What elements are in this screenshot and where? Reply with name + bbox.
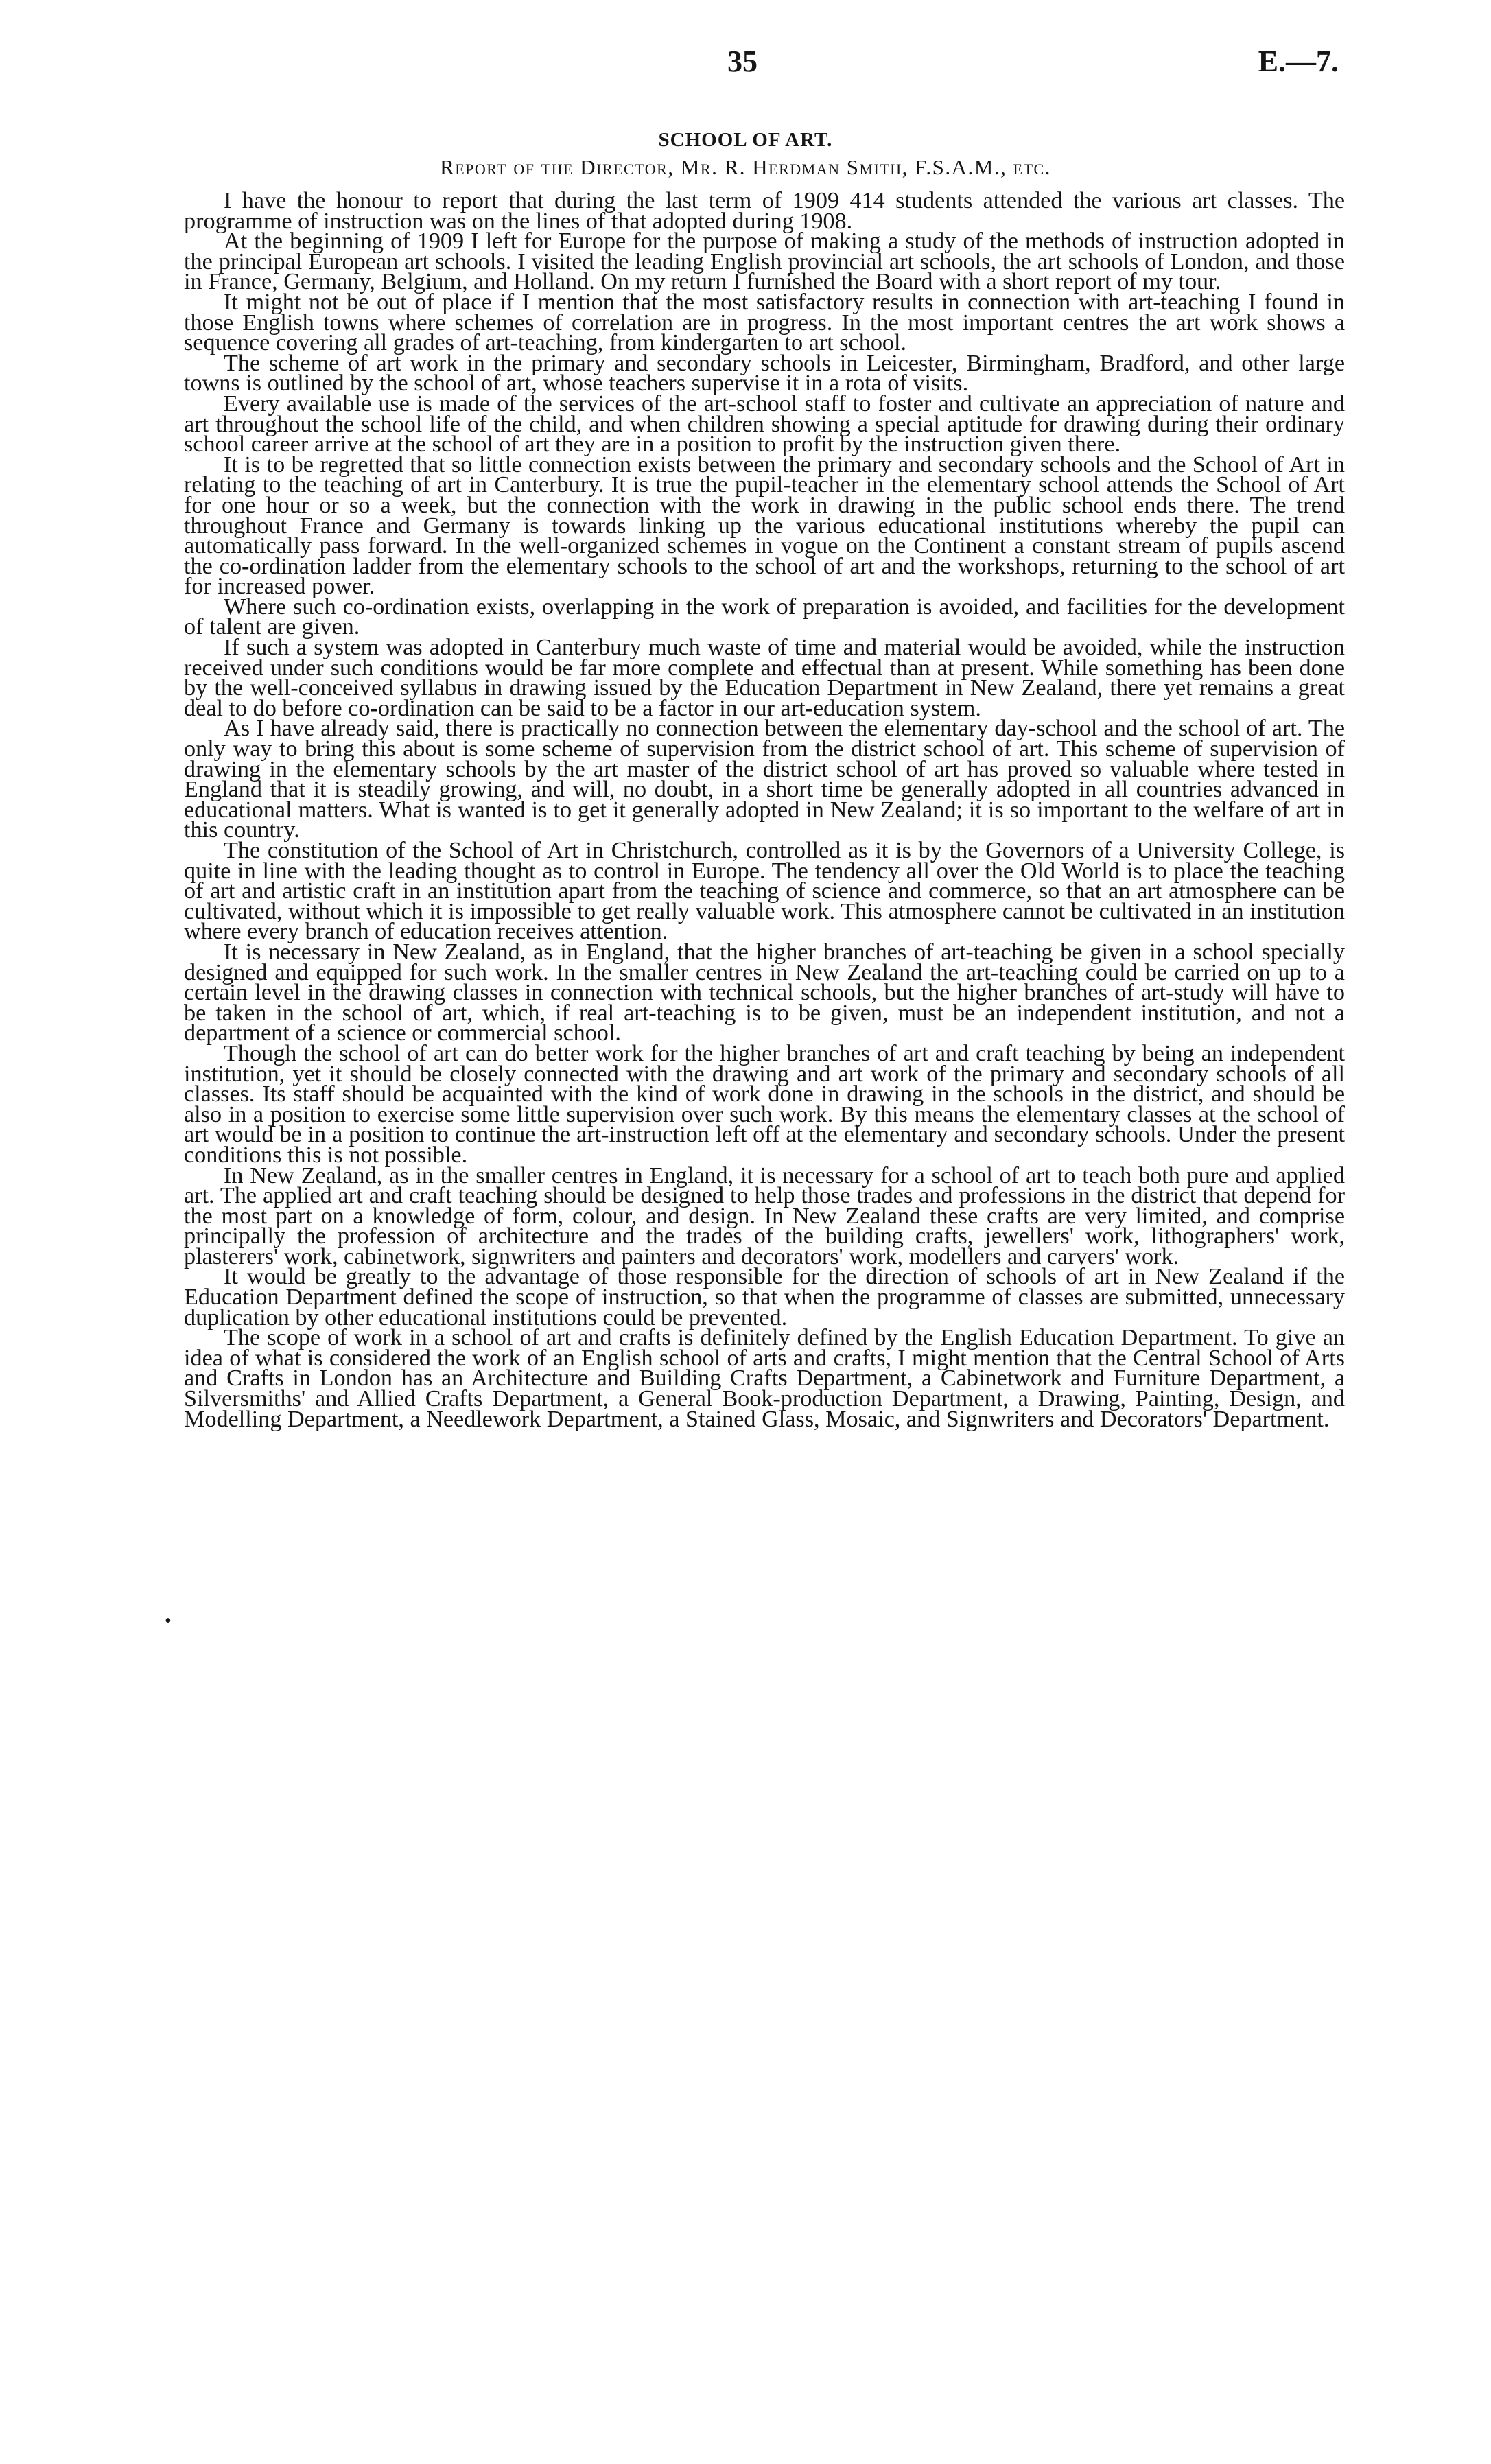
paragraph: It would be greatly to the advantage of those responsible for the direction of schools of art in New Zealand if the Education Department defined the scope of instruction, so that when the programme of classes are submitted, unnecessary duplication by other educational institutions could be prevented. bbox=[184, 1264, 1345, 1330]
paragraph: It might not be out of place if I mention that the most satisfactory results in connection with art-teaching I found in those English towns where schemes of correlation are in progress. In the most important centres the art work shows a sequence covering all grades of art-teaching, from kindergarten to art school. bbox=[184, 289, 1345, 356]
paragraph: The constitution of the School of Art in Christchurch, controlled as it is by the Governors of a University College, is quite in line with the leading thought as to control in Europe. The tendency all over the Old World is to place the teaching of art and artistic craft in an institution apart from the teaching of science and commerce, so that an art atmosphere can be cultivated, without which it is impossible to get really valuable work. This atmosphere cannot be cultivated in an institution where every branch of education receives attention. bbox=[184, 838, 1345, 945]
paragraph: Every available use is made of the services of the art-school staff to foster and cultivate an appreciation of nature and art throughout the school life of the child, and when children showing a special aptitude for drawing during their ordinary school career arrive at the school of art they are in a position to profit by the instruction given there. bbox=[184, 390, 1345, 458]
margin-bullet: • bbox=[165, 1610, 172, 1632]
paragraph: It is to be regretted that so little connection exists between the primary and secondary schools and the School of Art in relating to the teaching of art in Canterbury. It is true the pupil-teacher in the elementary school attends the School of Art for one hour or so a week, but the connection with the work in drawing in the public school ends there. The trend throughout France and Germany is towards linking up the various educational institutions whereby the pupil can automatically pass forward. In the well-organized schemes in vogue on the Continent a constant stream of pupils ascend the co-ordination ladder from the elementary schools to the school of art and the workshops, returning to the school of art for increased power. bbox=[184, 451, 1345, 600]
paragraph: In New Zealand, as in the smaller centres in England, it is necessary for a school of art to teach both pure and applied art. The applied art and craft teaching should be designed to help those trades and professions in the district that depend for the most part on a knowledge of form, colour, and design. In New Zealand these crafts are very limited, and comprise principally the profession of architecture and the trades of the building crafts, jewellers' work, lithographers' work, plasterers' work, cabinetwork, signwriters and painters and decorators' work, modellers and carvers' work. bbox=[184, 1162, 1345, 1269]
paragraph: As I have already said, there is practically no connection between the elementary day-school and the school of art. The only way to bring this about is some scheme of supervision from the district school of art. This scheme of supervision of drawing in the elementary schools by the art master of the district school of art has proved so valuable where tested in England that it is steadily growing, and will, no doubt, in a short time be generally adopted in all countries advanced in educational matters. What is wanted is to get it generally adopted in New Zealand; it is so important to the welfare of art in this country. bbox=[184, 716, 1345, 843]
paragraph: If such a system was adopted in Canterbury much waste of time and material would be avoided, while the instruction received under such conditions would be far more complete and effectual than at present. While something has been done by the well-conceived syllabus in drawing issued by the Education Department in New Zealand, there yet remains a great deal to do before co-ordination can be said to be a factor in our art-education system. bbox=[184, 635, 1345, 721]
paragraph: It is necessary in New Zealand, as in England, that the higher branches of art-teaching be given in a school specially designed and equipped for such work. In the smaller centres in New Zealand the art-teaching could be carried on up to a certain level in the drawing classes in connection with technical schools, but the higher branches of art-study will have to be taken in the school of art, which, if real art-teaching is to be given, must be an independent institution, and not a department of a science or commercial school. bbox=[184, 939, 1345, 1046]
section-title: SCHOOL OF ART. bbox=[658, 129, 833, 151]
report-byline: Report of the Director, Mr. R. Herdman Smith, F.S.A.M., etc. bbox=[440, 155, 1051, 179]
paragraph: The scope of work in a school of art and crafts is definitely defined by the English Education Department. To give an idea of what is considered the work of an English school of arts and crafts, I might mention that the Central School of Arts and Crafts in London has an Architecture and Building Crafts Department, a Cabinetwork and Furniture Department, a Silversmiths' and Allied Crafts Department, a General Book-production Department, a Drawing, Painting, Design, and Modelling Department, a Needlework Department, a Stained Glass, Mosaic, and Signwriters and Decorators' Department. bbox=[184, 1325, 1345, 1432]
paragraph: The scheme of art work in the primary and secondary schools in Leicester, Birmingham, Bradford, and other large towns is outlined by the school of art, whose teachers supervise it in a rota of visits. bbox=[184, 350, 1345, 397]
paragraph: At the beginning of 1909 I left for Europe for the purpose of making a study of the methods of instruction adopted in the principal European art schools. I visited the leading English provincial art schools, the art schools of London, and those in France, Germany, Belgium, and Holland. On my return I furnished the Board with a short report of my tour. bbox=[184, 228, 1345, 295]
paragraph: Where such co-ordination exists, overlapping in the work of preparation is avoided, and facilities for the development of talent are given. bbox=[184, 594, 1345, 640]
document-reference: E.—7. bbox=[1258, 45, 1339, 78]
report-body bbox=[184, 188, 1345, 1432]
paragraph: Though the school of art can do better work for the higher branches of art and craft teaching by being an independent institution, yet it should be closely connected with the drawing and art work of the primary and secondary schools of all classes. Its staff should be acquainted with the kind of work done in drawing in the schools in the district, and should be also in a position to exercise some little supervision over such work. By this means the elementary classes at the school of art would be in a position to continue the art-instruction left off at the elementary and secondary schools. Under the present conditions this is not possible. bbox=[184, 1040, 1345, 1168]
paragraph: I have the honour to report that during the last term of 1909 414 students attended the various art classes. The programme of instruction was on the lines of that adopted during 1908. bbox=[184, 188, 1345, 234]
page-number: 35 bbox=[727, 45, 758, 78]
